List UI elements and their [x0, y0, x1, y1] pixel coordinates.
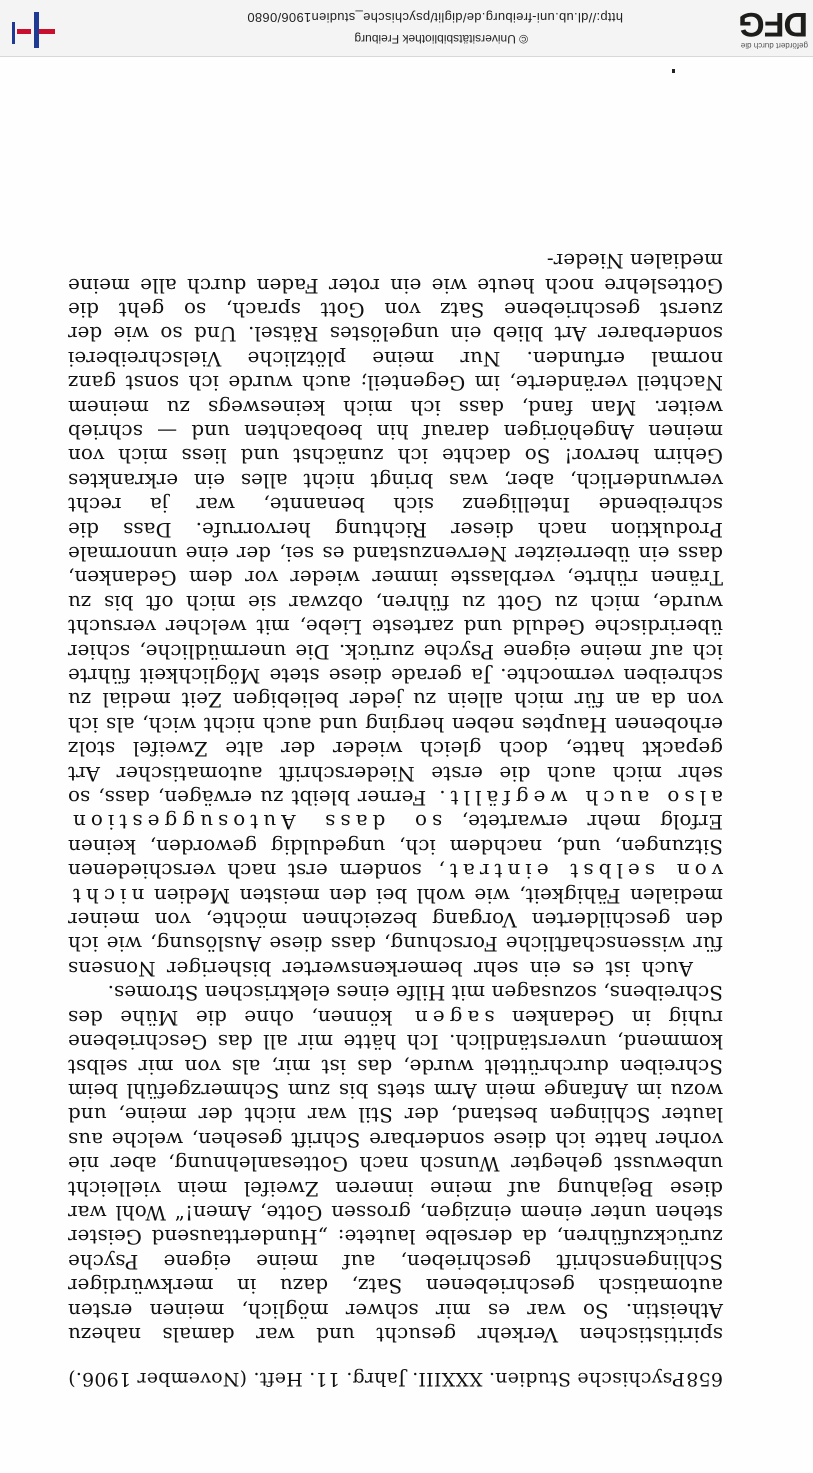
- paragraph-text: können, ohne die Mühe des Schreibens, sozusagen mit Hilfe eines elektrischen Stromes.: [67, 981, 723, 1030]
- emphasized-text: nicht von selbst eintrat,: [68, 859, 723, 908]
- paragraph: [68, 981, 723, 1347]
- page-number: 658: [686, 1368, 723, 1390]
- paragraph-text: spiritistischen Verkehr gesucht und war damals nahezu Atheistin. So war es mir schwer möglich, meinen ersten automatisch geschriebenen Satz, dazu in merkwürdiger Schlingenschrift geschrieben, auf meine eigene Psyche zurückzuführen, da derselbe lautete: „Hunderttausend Geister stehen unter einem einzigen, grossen Gotte, Amen!“ Wohl war diese Bejahung auf meine inneren Zweifel mein vielleicht unbewusst gehegter Wunsch nach Gottesanlehnung, aber nie vorher hatte ich diese sonderbare Schrift gesehen, welche aus lauter Schlingen bestand, der Stil war nicht der meine, und wozu im Anfange mein Arm stets bis zum Schmerzgefühl beim Schreiben durchrüttelt wurde, das ist mir, als von mir selbst kommend, unverständlich. Ich hätte mir all das Geschriebene ruhig in Gedanken: [68, 1005, 723, 1347]
- permalink-url[interactable]: http://dl.ub.uni-freiburg.de/diglit/psychische_studien1906/0680: [247, 10, 623, 25]
- dfg-wordmark: DFG: [739, 5, 808, 43]
- emphasized-text: so dass Autosuggestion also auch wegfällt.: [68, 786, 723, 835]
- paragraph: [68, 249, 723, 981]
- logo-red-bar: [39, 29, 55, 34]
- page-content: [68, 249, 723, 1391]
- digitization-footer: [0, 0, 813, 57]
- dfg-caption: gefördert durch die: [740, 41, 808, 50]
- paragraph-text: Ferner bleibt zu erwägen, dass, so sehr mich auch die erste Niederschrift automatischer Art gepackt hatte, doch gleich wieder der alte Zweifel stolz erhobenen Hauptes neben herging und auch nicht wich, als ich von da an für mich allein zu jeder beliebigen Zeit medial zu schreiben vermochte. Ja gerade diese stete Möglichkeit führte ich auf meine eigene Psyche zurück. Die unermüdliche, schier überirdische Geduld und zarteste Liebe, mit welcher versucht wurde, mich zu Gott zu führen, obzwar sie mich oft bis zu Tränen rührte, verblasste immer wieder vor dem Gedanken, dass ein überreizter Nervenzustand es sei, der eine unnormale Produktion nach dieser Richtung hervorrufe. Dass die schreibende Intelligenz sich benannte, war ja recht verwunderlich, aber, was bringt nicht alles ein erkranktes Gehirn hervor! So dachte ich zunächst und liess mich von meinen Angehörigen darauf hin beobachten und — schrieb weiter. Man fand, dass ich mich keineswegs zu meinem Nachteil veränderte, im Gegenteil; auch wurde ich sonst ganz normal erfunden. Nur meine plötzliche Vielschreiberei sonderbarer Art blieb ein ungelöstes Rätsel. Und so wie der zuerst geschriebene Satz von Gott sprach, so geht die Gotteslehre noch heute wie ein roter Faden durch alle meine medialen Nieder-: [67, 249, 723, 811]
- paragraph-text: Auch ist es ein sehr bemerkenswerter bisheriger Nonsens für wissenschaftliche Forschung, dass diese Auslösung, wie ich den geschilderten Vorgang bezeichnen möchte, von meiner medialen Fähigkeit, wie wohl bei den meisten Medien: [68, 883, 723, 981]
- emphasized-text: sagen: [409, 1005, 495, 1030]
- running-title: Psychische Studien. XXXIII. Jahrg. 11. Heft. (November 1906.): [68, 1368, 685, 1390]
- university-library-logo: [9, 10, 61, 50]
- logo-blue-bar: [34, 12, 39, 48]
- running-header: [68, 1367, 723, 1391]
- paragraph-text: sondern erst nach verschiedenen Sitzungen, und, nachdem ich, ungeduldig geworden, keinen Erfolg mehr erwartete,: [68, 810, 723, 884]
- logo-red-bar: [17, 29, 31, 34]
- copyright-text: © Universitätsbibliothek Freiburg: [354, 32, 528, 46]
- dfg-logo: [728, 6, 808, 50]
- scan-mark: [672, 69, 675, 73]
- body-text: [68, 249, 723, 1347]
- logo-blue-bar: [12, 22, 15, 44]
